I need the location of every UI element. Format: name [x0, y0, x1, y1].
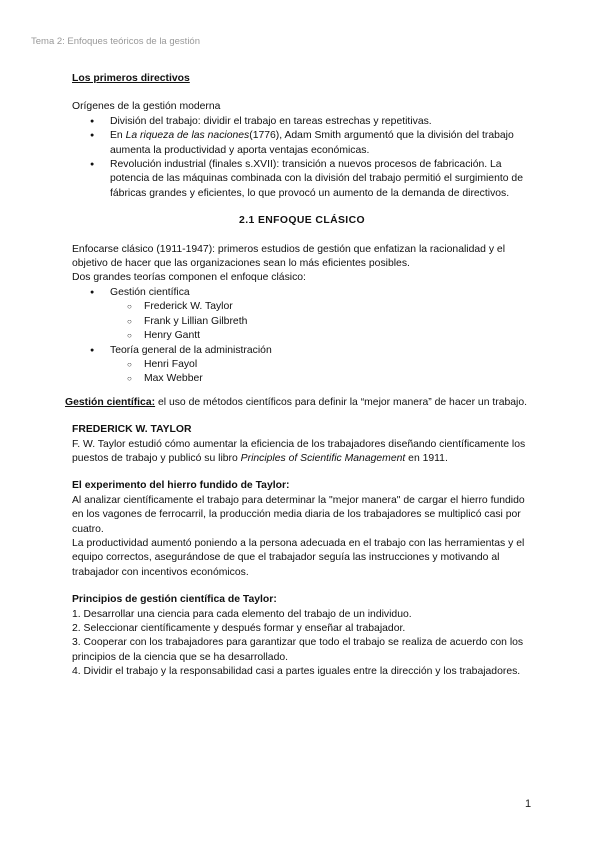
- scientific-authors-list: [72, 300, 532, 343]
- list-item: ● Teoría general de la administración: [72, 344, 532, 358]
- theories-list: [72, 286, 532, 300]
- list-item: ○ Frederick W. Taylor: [72, 300, 532, 314]
- running-header: Tema 2: Enfoques teóricos de la gestión: [31, 36, 200, 47]
- principle-item: 2. Seleccionar científicamente y después formar y enseñar al trabajador.: [72, 623, 406, 634]
- list-item: ○ Frank y Lillian Gilbreth: [72, 315, 532, 329]
- list-item: ○ Henri Fayol: [72, 358, 532, 372]
- book-title: La riqueza de las naciones: [125, 130, 250, 142]
- scientific-management-definition: Gestión científica: el uso de métodos científicos para definir la “mejor manera” de hacer un trabajo.: [65, 396, 528, 408]
- principle-item: 3. Cooperar con los trabajadores para garantizar que todo el trabajo se realiza de acuerdo con los principios de la ciencia que se ha desarrollado.: [72, 637, 524, 663]
- page-content: [65, 72, 532, 680]
- principle-item: 1. Desarrollar una ciencia para cada elemento del trabajo de un individuo.: [72, 608, 412, 620]
- principles-heading: Principios de gestión científica de Taylor:: [72, 594, 277, 606]
- administration-authors-list: [72, 358, 532, 387]
- list-item: ● División del trabajo: dividir el trabajo en tareas estrechas y repetitivas.: [72, 115, 532, 129]
- origins-intro: Orígenes de la gestión moderna: [72, 101, 221, 113]
- list-item: ● Gestión científica: [72, 286, 532, 300]
- theories-list-2: [72, 344, 532, 358]
- definition-label: Gestión científica:: [65, 396, 156, 408]
- experiment-heading: El experimento del hierro fundido de Taylor:: [72, 480, 290, 492]
- principle-item: 4. Dividir el trabajo y la responsabilidad casi a partes iguales entre la dirección y los trabajadores.: [72, 666, 521, 678]
- section-title-enfoque-clasico: 2.1 ENFOQUE CLÁSICO: [239, 215, 365, 227]
- classical-theories-intro: Dos grandes teorías componen el enfoque clásico:: [72, 272, 306, 284]
- list-item: ● En La riqueza de las naciones(1776), Adam Smith argumentó que la división del trabajo aumenta la productividad y aporta ventajas económicas.: [72, 129, 532, 158]
- experiment-paragraph-2: La productividad aumentó poniendo a la persona adecuada en el trabajo con las herramientas y el equipo correctos, asegurándose de que el trabajador seguía las instrucciones y motivando al trabajador con incentivos económicos.: [72, 537, 525, 578]
- taylor-heading: FREDERICK W. TAYLOR: [72, 424, 192, 436]
- list-item: ○ Max Webber: [72, 372, 532, 386]
- experiment-paragraph-1: Al analizar científicamente el trabajo para determinar la "mejor manera" de cargar el hierro fundido en los vagones de ferrocarril, la producción media diaria de los trabajadores se multiplicó casi por cuatro.: [72, 494, 525, 535]
- list-item: ○ Henry Gantt: [72, 329, 532, 343]
- list-item: ● Revolución industrial (finales s.XVII): transición a nuevos procesos de fabricación. La potencia de las máquinas combinada con la división del trabajo permitió el surgimiento de fábricas grandes y eficientes, lo que provocó un aumento de la demanda de directivos.: [72, 158, 532, 201]
- book-title: Principles of Scientific Management: [240, 452, 406, 464]
- origins-list: [72, 115, 532, 201]
- section-heading-primeros-directivos: Los primeros directivos: [72, 73, 190, 84]
- page-number: 1: [525, 798, 532, 810]
- classical-paragraph: Enfocarse clásico (1911-1947): primeros estudios de gestión que enfatizan la racionalidad y el objetivo de hacer que las organizaciones sean lo más eficientes posibles.: [72, 243, 506, 270]
- taylor-paragraph: F. W. Taylor estudió cómo aumentar la eficiencia de los trabajadores diseñando científicamente los puestos de trabajo y publicó su libro Principles of Scientific Management en 1911.: [72, 438, 526, 464]
